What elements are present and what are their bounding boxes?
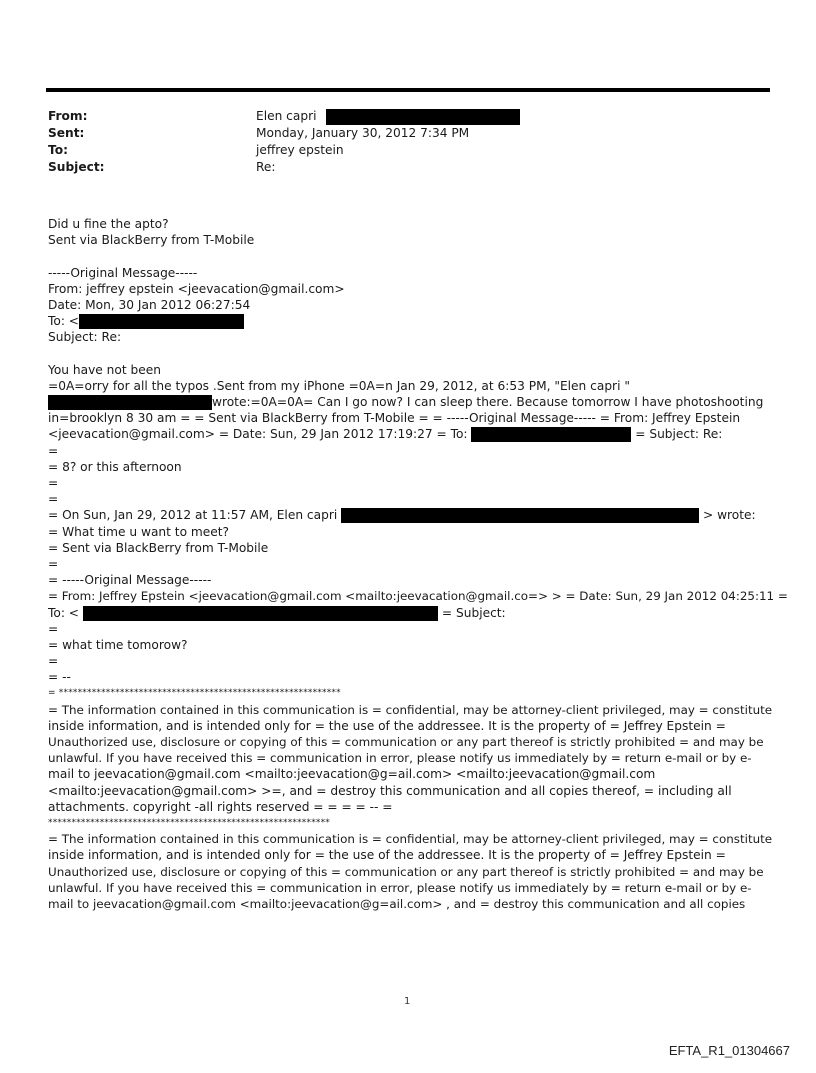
subject-row	[48, 159, 768, 176]
to-row	[48, 142, 768, 159]
subject-label: Subject:	[48, 160, 105, 174]
body-line: -----Original Message-----	[48, 265, 198, 280]
body-line: Subject: Re:	[48, 330, 122, 345]
disclaimer-line: inside information, and is intended only for = the use of the addressee. It is the property of = Jeffrey Epstein =	[48, 848, 726, 863]
body-line: = From: Jeffrey Epstein <jeevacation@gmail.com <mailto:jeevacation@gmail.co=> > = Date: Sun, 29 Jan 2012 04:25:11 =	[48, 589, 788, 604]
body-line: Date: Mon, 30 Jan 2012 06:27:54	[48, 297, 251, 312]
body-text: = Subject:	[441, 605, 506, 620]
body-text: = Subject: Re:	[635, 427, 723, 442]
body-text: = On Sun, Jan 29, 2012 at 11:57 AM, Elen capri	[48, 508, 338, 523]
body-line: =	[48, 476, 59, 490]
body-line: = What time u want to meet?	[48, 524, 230, 539]
disclaimer-line: Unauthorized use, disclosure or copying of this = communication or any part thereof is strictly prohibited = and may be	[48, 735, 764, 749]
header-rule	[46, 88, 770, 92]
subject-value: Re:	[256, 160, 276, 174]
to-prefix: To: <	[48, 314, 80, 329]
body-text: > wrote:	[702, 508, 756, 523]
body-text: wrote:=0A=0A= Can I go now? I can sleep there. Because tomorrow I have photoshooting	[212, 395, 764, 410]
disclaimer-line: mail to jeevacation@gmail.com <mailto:jeevacation@g=ail.com> , and = destroy this communication and all copies	[48, 896, 746, 911]
redaction-block	[83, 606, 438, 621]
body-line: = 8? or this afternoon	[48, 459, 182, 474]
to-value: jeffrey epstein	[256, 143, 344, 157]
body-line: Did u fine the apto?	[48, 217, 169, 231]
disclaimer-1	[48, 702, 772, 815]
redaction-block	[326, 109, 520, 125]
disclaimer-line: mail to jeevacation@gmail.com <mailto:jeevacation@g=ail.com> <mailto:jeevacation@gmail.com	[48, 767, 656, 782]
disclaimer-line: unlawful. If you have received this = communication in error, please notify us immediately by = return e-mail or by e-	[48, 751, 752, 766]
body-line: =	[48, 492, 59, 507]
body-line	[48, 313, 772, 329]
body-line: = what time tomorow?	[48, 637, 188, 652]
body-line: = -----Original Message-----	[48, 573, 212, 588]
email-header	[48, 108, 768, 176]
from-label: From:	[48, 109, 88, 123]
sent-label: Sent:	[48, 126, 85, 140]
body-line	[48, 507, 772, 523]
email-body	[48, 216, 788, 912]
disclaimer-line: unlawful. If you have received this = communication in error, please notify us immediately by = return e-mail or by e-	[48, 880, 752, 895]
from-row	[48, 108, 768, 125]
body-line: =	[48, 654, 59, 669]
body-line: From: jeffrey epstein <jeevacation@gmail.com>	[48, 281, 345, 296]
body-line: Sent via BlackBerry from T-Mobile	[48, 233, 255, 248]
body-line	[48, 605, 772, 621]
disclaimer-line: = The information contained in this communication is = confidential, may be attorney-client privileged, may = constitute	[48, 832, 773, 847]
body-line	[48, 394, 772, 410]
disclaimer-line: inside information, and is intended only for = the use of the addressee. It is the property of = Jeffrey Epstein =	[48, 718, 726, 733]
disclaimer-line: = The information contained in this communication is = confidential, may be attorney-client privileged, may = constitute	[48, 702, 773, 717]
body-line: =	[48, 621, 59, 636]
sent-row	[48, 125, 768, 142]
to-label: To:	[48, 143, 68, 157]
document-id: EFTA_R1_01304667	[668, 1043, 790, 1058]
from-value: Elen capri	[256, 109, 317, 123]
disclaimer-line: attachments. copyright -all rights reserved = = = = -- =	[48, 799, 393, 814]
redaction-block	[79, 314, 244, 329]
disclaimer-2	[48, 831, 772, 912]
body-line	[48, 426, 772, 442]
body-line: =	[48, 443, 59, 458]
body-text: <jeevacation@gmail.com> = Date: Sun, 29 Jan 2012 17:19:27 = To:	[48, 427, 468, 442]
sent-value: Monday, January 30, 2012 7:34 PM	[256, 126, 470, 140]
redaction-block	[341, 508, 699, 523]
disclaimer-line: Unauthorized use, disclosure or copying of this = communication or any part thereof is strictly prohibited = and may be	[48, 864, 764, 879]
body-line: =0A=orry for all the typos .Sent from my iPhone =0A=n Jan 29, 2012, at 6:53 PM, "Elen capri "	[48, 378, 630, 393]
redaction-block	[471, 427, 631, 442]
body-line: ************************************************************	[48, 817, 330, 828]
body-line: You have not been	[48, 362, 161, 377]
body-text: To: <	[48, 605, 80, 620]
body-line: =	[48, 556, 59, 571]
redaction-block	[48, 395, 212, 410]
body-line: = ************************************************************	[48, 688, 341, 699]
body-line: = Sent via BlackBerry from T-Mobile	[48, 540, 269, 555]
body-line: = --	[48, 670, 71, 685]
disclaimer-line: <mailto:jeevacation@gmail.com> >=, and = destroy this communication and all copies thereof, = including all	[48, 783, 732, 798]
page-number: 1	[404, 996, 411, 1007]
body-line: in=brooklyn 8 30 am = = Sent via BlackBerry from T-Mobile = = -----Original Message----- = From: Jeffrey Epstein	[48, 411, 741, 426]
